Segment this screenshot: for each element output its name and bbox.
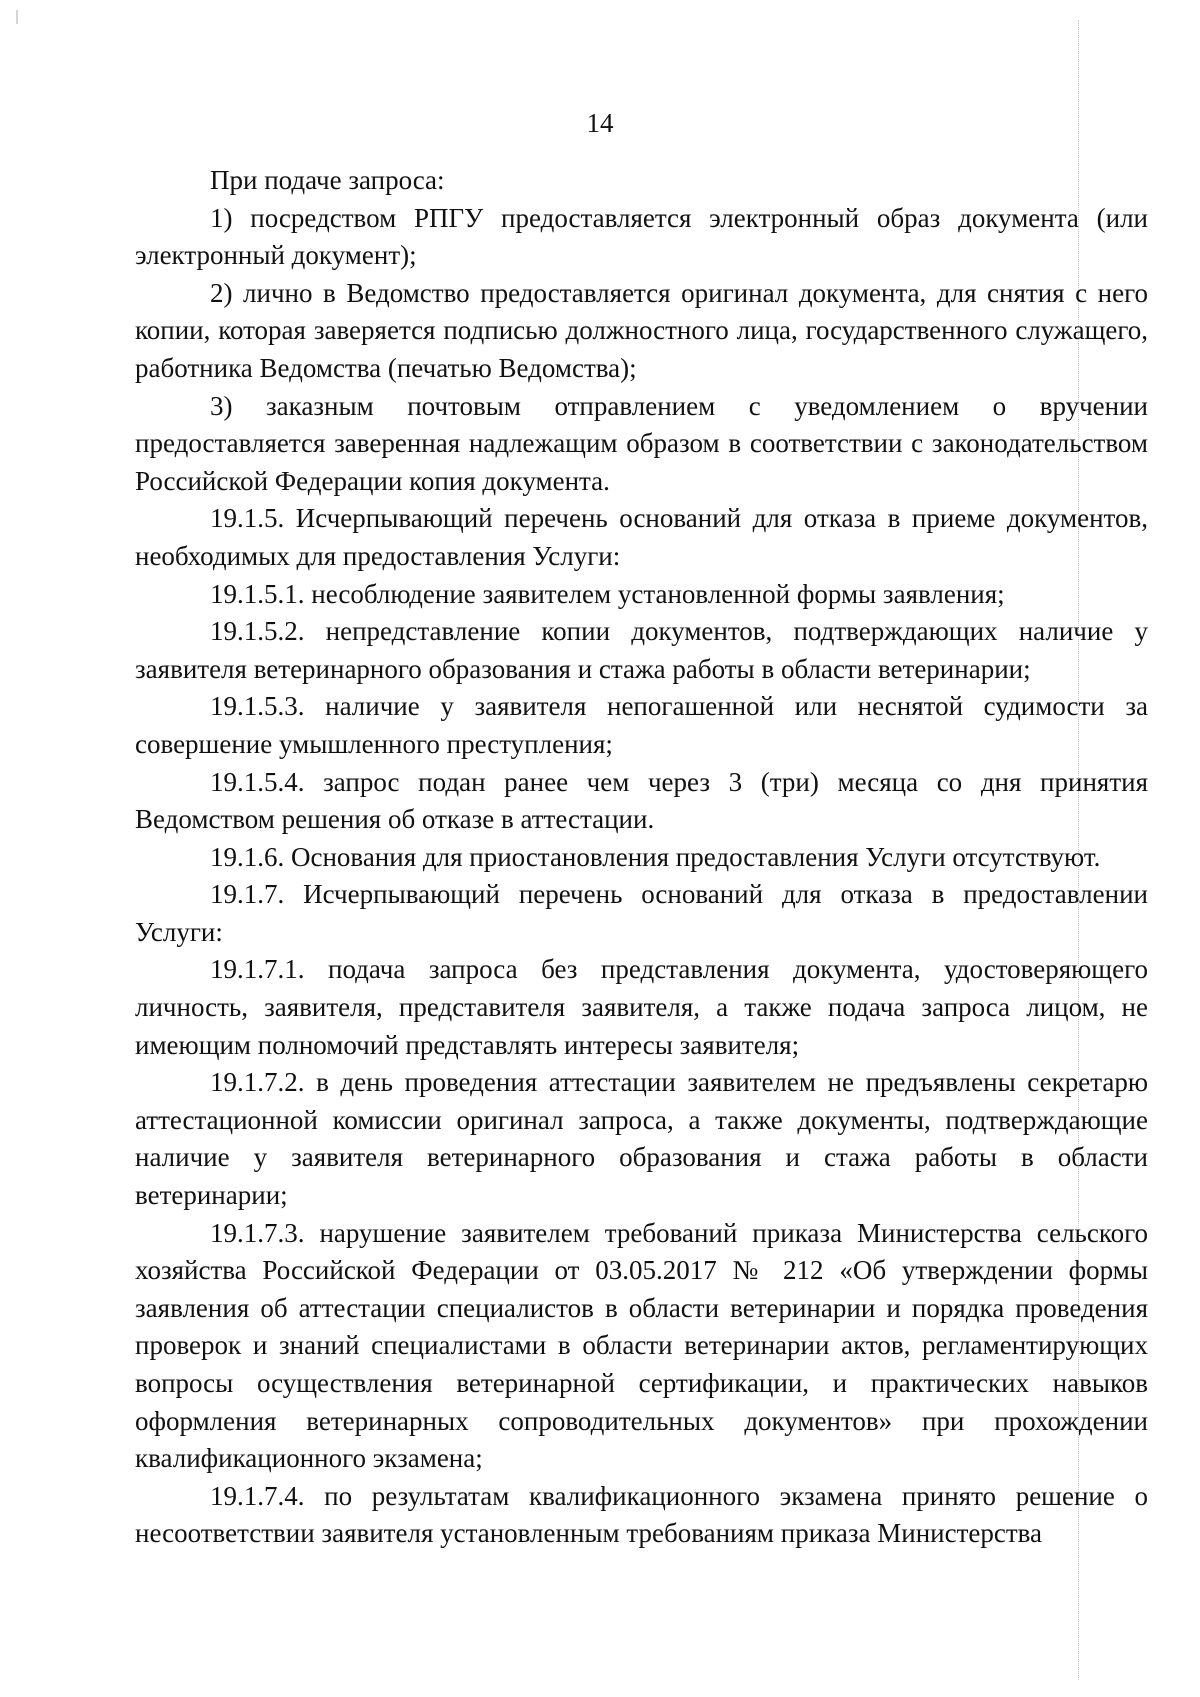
paragraph-19-1-7-1: 19.1.7.1. подача запроса без представления документа, удостоверяющего личность, заявителя, представителя заявителя, а также подача запроса лицом, не имеющим полномочий представлять интересы заявителя;: [135, 954, 1148, 1060]
paragraph-19-1-5-1: 19.1.5.1. несоблюдение заявителем установленной формы заявления;: [210, 578, 1005, 609]
document-body: [135, 162, 1148, 1553]
paragraph-19-1-5: 19.1.5. Исчерпывающий перечень оснований для отказа в приеме документов, необходимых для предоставления Услуги:: [135, 503, 1148, 571]
paragraph-19-1-7: 19.1.7. Исчерпывающий перечень оснований для отказа в предоставлении Услуги:: [135, 879, 1148, 947]
paragraph-19-1-7-2: 19.1.7.2. в день проведения аттестации заявителем не предъявлены секретарю аттестационной комиссии оригинал запроса, а также документы, подтверждающие наличие у заявителя ветеринарного образования и стажа работы в области ветеринарии;: [135, 1067, 1148, 1211]
paragraph-19-1-7-3: 19.1.7.3. нарушение заявителем требований приказа Министерства сельского хозяйства Российской Федерации от 03.05.2017 № 212 «Об утверждении формы заявления об аттестации специалистов в области ветеринарии и порядка проведения проверок и знаний специалистами в области ветеринарии актов, регламентирующих вопросы осуществления ветеринарной сертификации, и практических навыков оформления ветеринарных сопроводительных документов» при прохождении квалификационного экзамена;: [135, 1217, 1148, 1474]
paragraph-19-1-5-4: 19.1.5.4. запрос подан ранее чем через 3 (три) месяца со дня принятия Ведомством решения об отказе в аттестации.: [135, 766, 1148, 835]
paragraph-19-1-5-2: 19.1.5.2. непредставление копии документов, подтверждающих наличие у заявителя ветеринарного образования и стажа работы в области ветеринарии;: [135, 616, 1148, 684]
page-number: 14: [586, 108, 614, 138]
paragraph-item-1-rpgu: 1) посредством РПГУ предоставляется электронный образ документа (или электронный документ);: [135, 202, 1148, 271]
paragraph-19-1-5-3: 19.1.5.3. наличие у заявителя непогашенной или неснятой судимости за совершение умышленного преступления;: [135, 691, 1148, 759]
paragraph-item-2-in-person: 2) лично в Ведомство предоставляется оригинал документа, для снятия с него копии, которая заверяется подписью должностного лица, государственного служащего, работника Ведомства (печатью Ведомства);: [135, 277, 1148, 383]
paragraph-item-3-registered-mail: 3) заказным почтовым отправлением с уведомлением о вручении предоставляется заверенная надлежащим образом в соответствии с законодательством Российской Федерации копия документа.: [135, 390, 1148, 496]
paragraph-19-1-6: 19.1.6. Основания для приостановления предоставления Услуги отсутствуют.: [210, 841, 1101, 872]
scan-artifact-mark: [16, 10, 18, 24]
paragraph-submission-intro: При подаче запроса:: [210, 165, 445, 195]
paragraph-19-1-7-4: 19.1.7.4. по результатам квалификационного экзамена принято решение о несоответствии заявителя установленным требованиям приказа Министерства: [135, 1480, 1148, 1549]
